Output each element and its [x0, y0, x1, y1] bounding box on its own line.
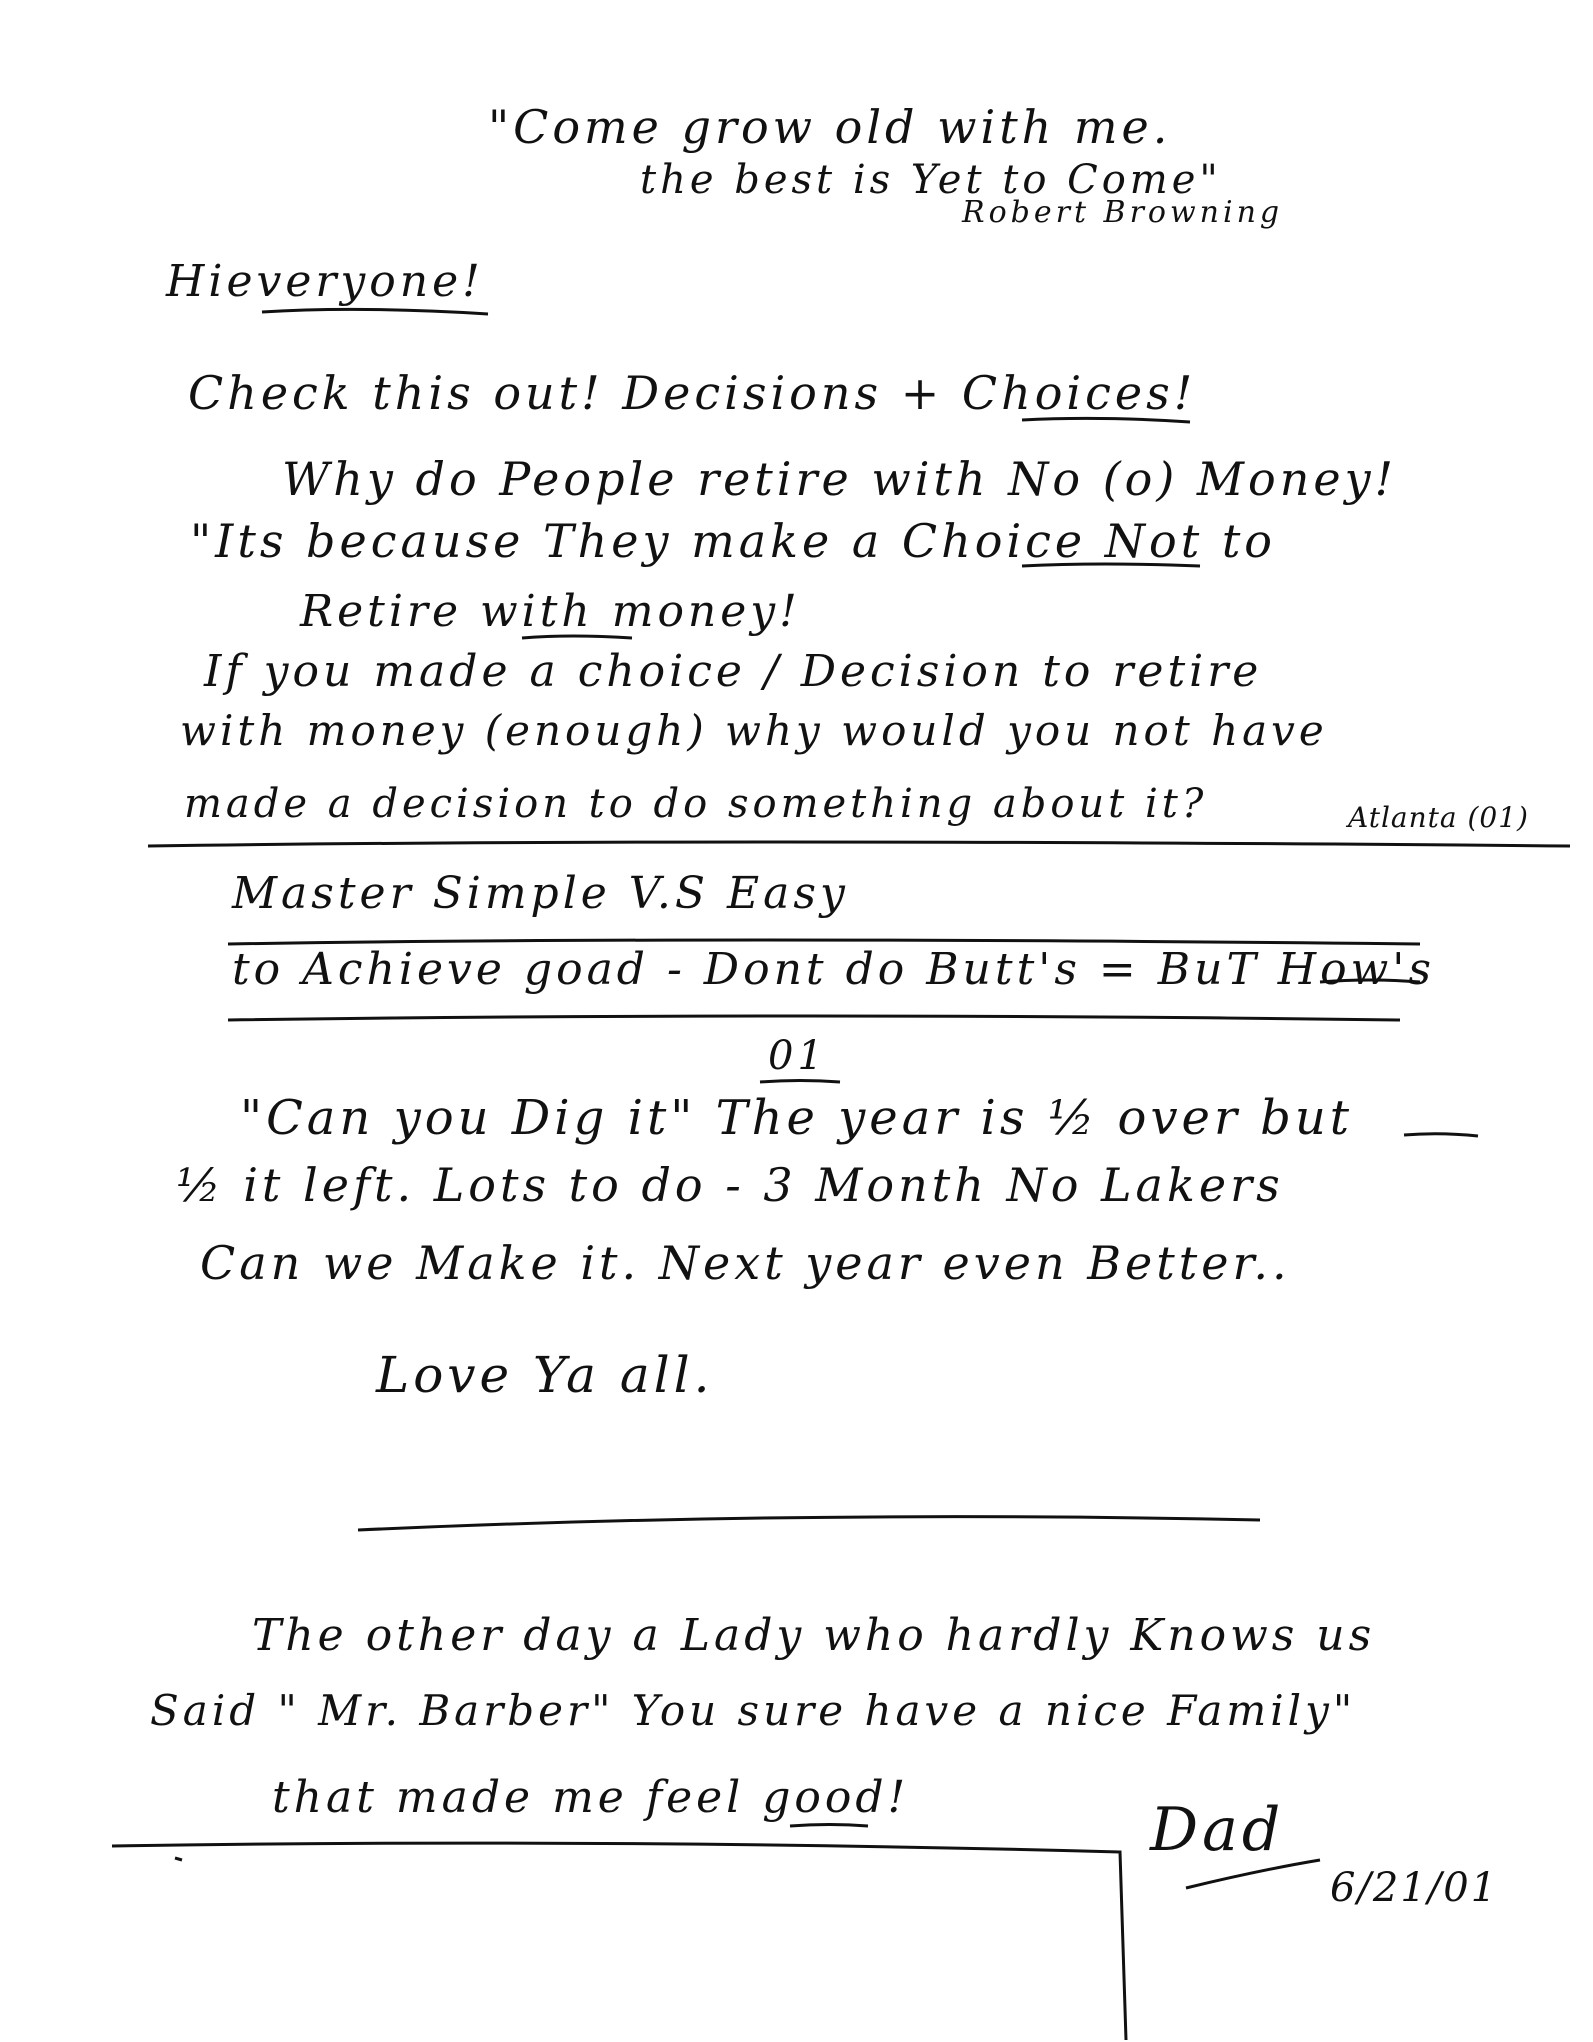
section1-line-6: with money (enough) why would you not have [180, 706, 1328, 755]
rule-section1 [148, 842, 1570, 846]
signature-name: Dad [1150, 1795, 1285, 1865]
frame-bottom [112, 1843, 1126, 2040]
underline-but [1404, 1134, 1478, 1136]
signature-date: 6/21/01 [1330, 1865, 1499, 1911]
quote-author: Robert Browning [962, 195, 1284, 230]
section1-line-2: Why do People retire with No (o) Money! [282, 452, 1398, 506]
underline-01 [760, 1081, 840, 1083]
quote-line-2: the best is Yet to Come" [640, 157, 1222, 203]
rule-section3 [358, 1517, 1260, 1530]
section2-line-1: Master Simple V.S Easy [232, 868, 849, 919]
section3-line-1: "Can you Dig it" The year is ½ over but [240, 1090, 1354, 1146]
section4-line-2: Said " Mr. Barber" You sure have a nice Family" [150, 1686, 1357, 1735]
section1-tag: Atlanta (01) [1348, 801, 1529, 834]
tick-mark [175, 1858, 182, 1860]
section4-line-1: The other day a Lady who hardly Knows us [252, 1610, 1376, 1661]
quote-line-1: "Come grow old with me. [488, 100, 1172, 154]
section3-line-2: ½ it left. Lots to do - 3 Month No Lakers [176, 1158, 1284, 1212]
underline-good [790, 1825, 868, 1827]
section3-line-3: Can we Make it. Next year even Better.. [200, 1236, 1291, 1290]
rule-section2 [228, 1016, 1400, 1020]
section1-line-3: "Its because They make a Choice Not to [190, 514, 1276, 568]
section3-line-4: Love Ya all. [376, 1346, 714, 1404]
section2-tag: 01 [768, 1033, 827, 1079]
section1-line-5: If you made a choice / Decision to retire [204, 646, 1263, 697]
section1-line-1: Check this out! Decisions + Choices! [188, 366, 1197, 420]
underline-greeting [262, 309, 488, 314]
section1-line-7: made a decision to do something about it? [184, 781, 1208, 827]
section4-line-3: that made me feel good! [272, 1772, 910, 1823]
greeting: Hieveryone! [166, 256, 484, 307]
section1-line-4: Retire with money! [300, 586, 801, 637]
section2-line-2: to Achieve goad - Dont do Butt's = BuT How's [232, 944, 1435, 995]
